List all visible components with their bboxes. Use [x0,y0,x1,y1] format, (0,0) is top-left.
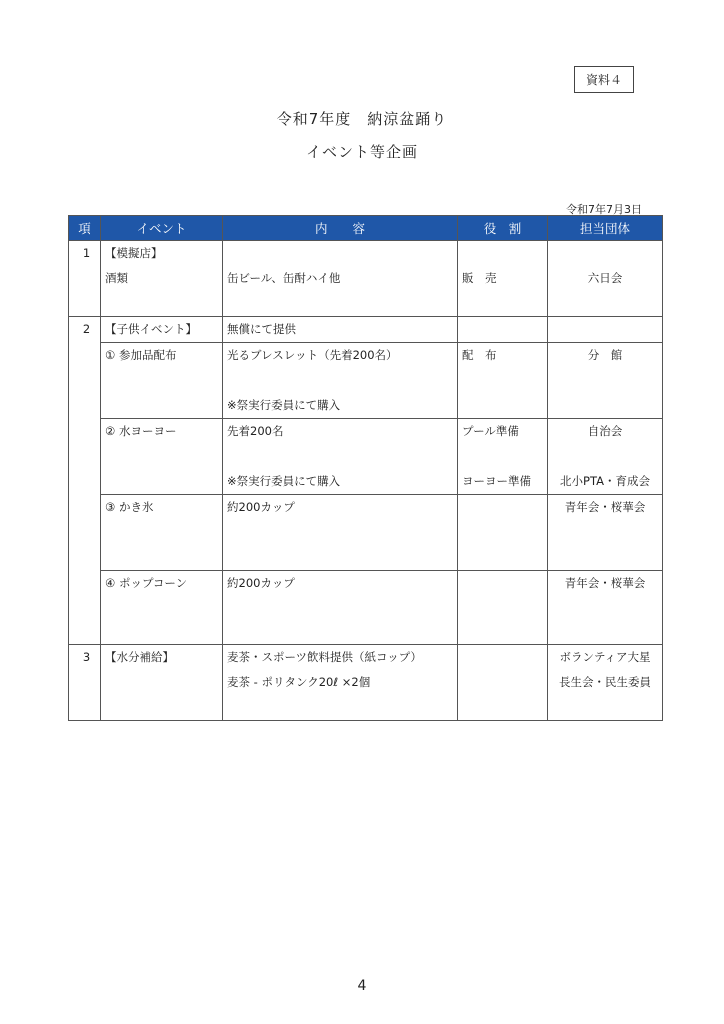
event-content: 缶ビール、缶酎ハイ他 [227,271,341,285]
title-line-1: 令和7年度 納涼盆踊り [276,110,448,128]
event-org: 自治会 [587,424,623,438]
row-number: 2 [82,322,91,336]
event-name: ② 水ヨーヨー [105,424,177,438]
document-date: 令和7年7月3日 [566,203,642,216]
table-row [69,419,663,495]
event-content: 先着200名 [227,424,284,438]
event-org: 北小PTA・育成会 [560,474,650,488]
table-row [69,645,663,721]
event-content: 光るブレスレット（先着200名） [227,348,398,362]
event-content: 約200カップ [227,500,295,514]
event-org: 六日会 [587,271,623,285]
event-org: ボランティア大星 [559,650,651,664]
event-plan-table [68,215,663,721]
event-content: 麦茶・スポーツ飲料提供（紙コップ） [227,650,422,664]
event-name: ① 参加品配布 [105,348,177,362]
event-org: 分 館 [587,348,623,362]
event-note: ※祭実行委員にて購入 [227,398,341,412]
document-label: 資料４ [574,66,634,93]
event-category: 【子供イベント】 [105,322,197,336]
page-number: 4 [357,978,367,994]
event-category: 【水分補給】 [105,650,174,664]
table-row [69,317,663,343]
event-category: 【模擬店】 [105,246,163,260]
event-name: ③ かき氷 [105,500,154,514]
header-role: 役 割 [458,216,548,241]
header-event: イベント [101,216,223,241]
header-no: 項 [69,216,101,241]
header-org: 担当団体 [548,216,663,241]
row-number: 3 [82,650,91,664]
table-row [69,571,663,645]
header-content: 内 容 [223,216,458,241]
event-note: ※祭実行委員にて購入 [227,474,341,488]
table-row [69,241,663,317]
event-content: 麦茶 - ポリタンク20ℓ ×2個 [227,675,371,689]
event-role: 販 売 [462,271,497,285]
table-header-row [69,216,663,241]
event-org: 青年会・桜華会 [564,576,646,590]
event-role: プール準備 [462,424,519,438]
event-content: 無償にて提供 [227,322,296,336]
title-line-2: イベント等企画 [305,143,418,161]
event-content: 約200カップ [227,576,295,590]
event-name: 酒類 [105,271,128,285]
event-role: 配 布 [462,348,497,362]
table-row [69,495,663,571]
event-org: 長生会・民生委員 [559,675,651,689]
table-row [69,343,663,419]
event-role: ヨーヨー準備 [462,474,531,488]
event-name: ④ ポップコーン [105,576,188,590]
row-number: 1 [82,246,91,260]
event-org: 青年会・桜華会 [564,500,646,514]
